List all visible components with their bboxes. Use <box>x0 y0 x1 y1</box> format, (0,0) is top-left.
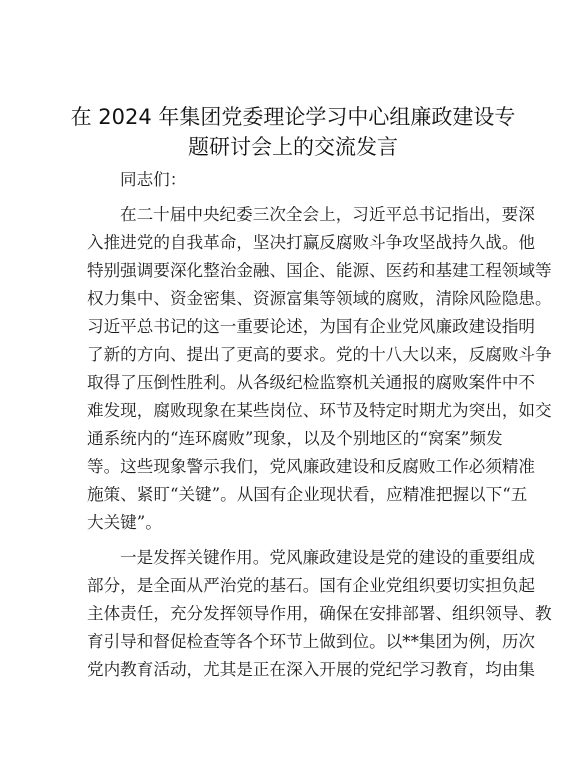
paragraph-line: 施策、紧盯“关键”。从国有企业现状看，应精准把握以下“五 <box>87 485 528 504</box>
paragraph-line: 党内教育活动，尤其是正在深入开展的党纪学习教育，均由集 <box>87 660 536 679</box>
paragraph-line: 部分，是全面从严治党的基石。国有企业党组织要切实担负起 <box>87 576 536 595</box>
document-title-line-2: 题研讨会上的交流发言 <box>188 135 398 159</box>
paragraph-line: 等。这些现象警示我们，党风廉政建设和反腐败工作必须精准 <box>87 457 536 476</box>
paragraph-line: 入推进党的自我革命，坚决打赢反腐败斗争攻坚战持久战。他 <box>87 233 536 252</box>
paragraph-line: 育引导和督促检查等各个环节上做到位。以**集团为例，历次 <box>87 632 536 651</box>
paragraph-line: 了新的方向、提出了更高的要求。党的十八大以来，反腐败斗争 <box>87 345 552 364</box>
paragraph-line: 习近平总书记的这一重要论述，为国有企业党风廉政建设指明 <box>87 317 536 336</box>
salutation: 同志们： <box>120 170 187 189</box>
paragraph-line: 在二十届中央纪委三次全会上，习近平总书记指出，要深 <box>120 205 535 224</box>
paragraph-line: 难发现，腐败现象在某些岗位、环节及特定时期尤为突出，如交 <box>87 401 552 420</box>
paragraph-line: 取得了压倒性胜利。从各级纪检监察机关通报的腐败案件中不 <box>87 373 536 392</box>
document-title-line-1: 在 2024 年集团党委理论学习中心组廉政建设专 <box>70 105 516 129</box>
paragraph-line: 主体责任，充分发挥领导作用，确保在安排部署、组织领导、教 <box>87 604 552 623</box>
paragraph-line: 权力集中、资金密集、资源富集等领域的腐败，清除风险隐患。 <box>87 289 552 308</box>
paragraph-line: 通系统内的“连环腐败”现象，以及个别地区的“窝案”频发 <box>87 429 503 448</box>
paragraph-line: 一是发挥关键作用。党风廉政建设是党的建设的重要组成 <box>120 548 535 567</box>
paragraph-line: 特别强调要深化整治金融、国企、能源、医药和基建工程领域等 <box>87 261 552 280</box>
paragraph-line: 大关键”。 <box>87 513 162 532</box>
